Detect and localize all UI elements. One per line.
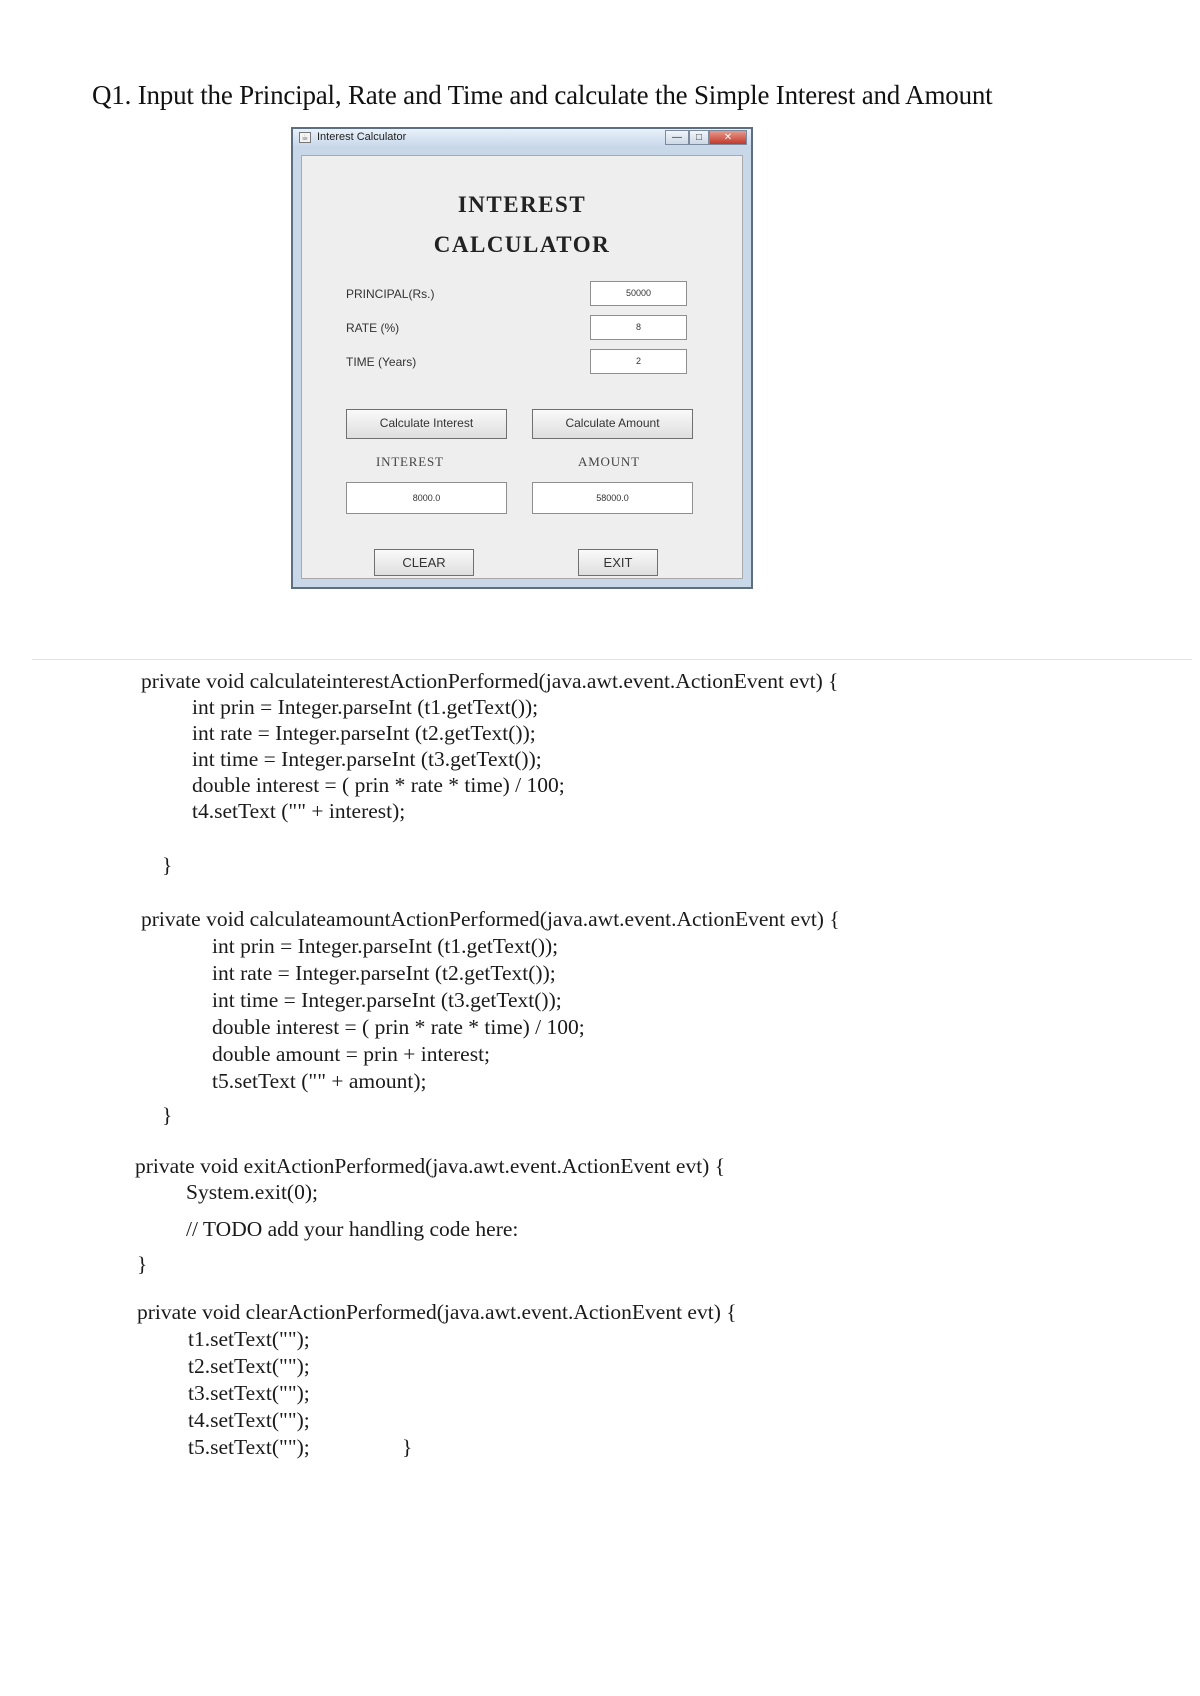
code-line: t2.setText(""); — [188, 1354, 310, 1378]
time-label: TIME (Years) — [346, 355, 417, 369]
code-line: } — [162, 1103, 173, 1127]
principal-input[interactable]: 50000 — [590, 281, 687, 306]
window-title: Interest Calculator — [317, 131, 407, 143]
code-line: System.exit(0); — [186, 1180, 318, 1204]
code-line: int rate = Integer.parseInt (t2.getText()); — [212, 961, 556, 985]
clear-button[interactable]: CLEAR — [374, 549, 474, 576]
window-titlebar[interactable] — [293, 129, 751, 147]
principal-label: PRINCIPAL(Rs.) — [346, 287, 435, 301]
code-line: double interest = ( prin * rate * time) / 100; — [192, 773, 565, 797]
code-line: t5.setText(""); — [188, 1435, 310, 1459]
code-line: int time = Integer.parseInt (t3.getText()); — [212, 988, 562, 1012]
rate-label: RATE (%) — [346, 321, 400, 335]
code-line: double interest = ( prin * rate * time) / 100; — [212, 1015, 585, 1039]
exit-button[interactable]: EXIT — [578, 549, 658, 576]
window-controls — [665, 130, 747, 145]
code-line: private void calculateamountActionPerformed(java.awt.event.ActionEvent evt) { — [141, 907, 840, 931]
code-line: } — [162, 853, 173, 877]
time-input[interactable]: 2 — [590, 349, 687, 374]
code-line: private void exitActionPerformed(java.awt.event.ActionEvent evt) { — [135, 1154, 726, 1178]
code-line: } — [137, 1252, 148, 1276]
calculate-amount-button[interactable]: Calculate Amount — [532, 409, 693, 439]
heading-interest: INTEREST — [457, 192, 587, 217]
code-line: t4.setText(""); — [188, 1408, 310, 1432]
code-line: private void clearActionPerformed(java.awt.event.ActionEvent evt) { — [137, 1300, 737, 1324]
window-content — [301, 155, 743, 579]
amount-label: AMOUNT — [578, 454, 640, 469]
code-line: int prin = Integer.parseInt (t1.getText()); — [192, 695, 539, 719]
question-text: Q1. Input the Principal, Rate and Time and calculate the Simple Interest and Amount — [92, 80, 993, 110]
code-line: int rate = Integer.parseInt (t2.getText()); — [192, 721, 536, 745]
code-line: t1.setText(""); — [188, 1327, 310, 1351]
heading-calculator: CALCULATOR — [433, 232, 611, 257]
amount-output[interactable]: 58000.0 — [532, 482, 693, 514]
minimize-icon[interactable]: — — [665, 130, 689, 145]
code-line: int prin = Integer.parseInt (t1.getText()); — [212, 934, 559, 958]
interest-label: INTEREST — [376, 454, 444, 469]
java-app-icon: ☕ — [299, 132, 311, 143]
code-line: int time = Integer.parseInt (t3.getText()); — [192, 747, 542, 771]
rate-input[interactable]: 8 — [590, 315, 687, 340]
maximize-icon[interactable]: □ — [689, 130, 709, 145]
interest-output[interactable]: 8000.0 — [346, 482, 507, 514]
code-line: t3.setText(""); — [188, 1381, 310, 1405]
close-icon[interactable]: ✕ — [709, 130, 747, 145]
code-line: private void calculateinterestActionPerformed(java.awt.event.ActionEvent evt) { — [141, 669, 839, 693]
code-line: } — [402, 1435, 413, 1459]
code-line: t5.setText ("" + amount); — [212, 1069, 427, 1093]
code-line: // TODO add your handling code here: — [186, 1217, 519, 1241]
interest-calculator-window — [291, 127, 753, 589]
code-line: double amount = prin + interest; — [212, 1042, 491, 1066]
section-divider — [32, 659, 1192, 660]
code-line: t4.setText ("" + interest); — [192, 799, 406, 823]
calculate-interest-button[interactable]: Calculate Interest — [346, 409, 507, 439]
